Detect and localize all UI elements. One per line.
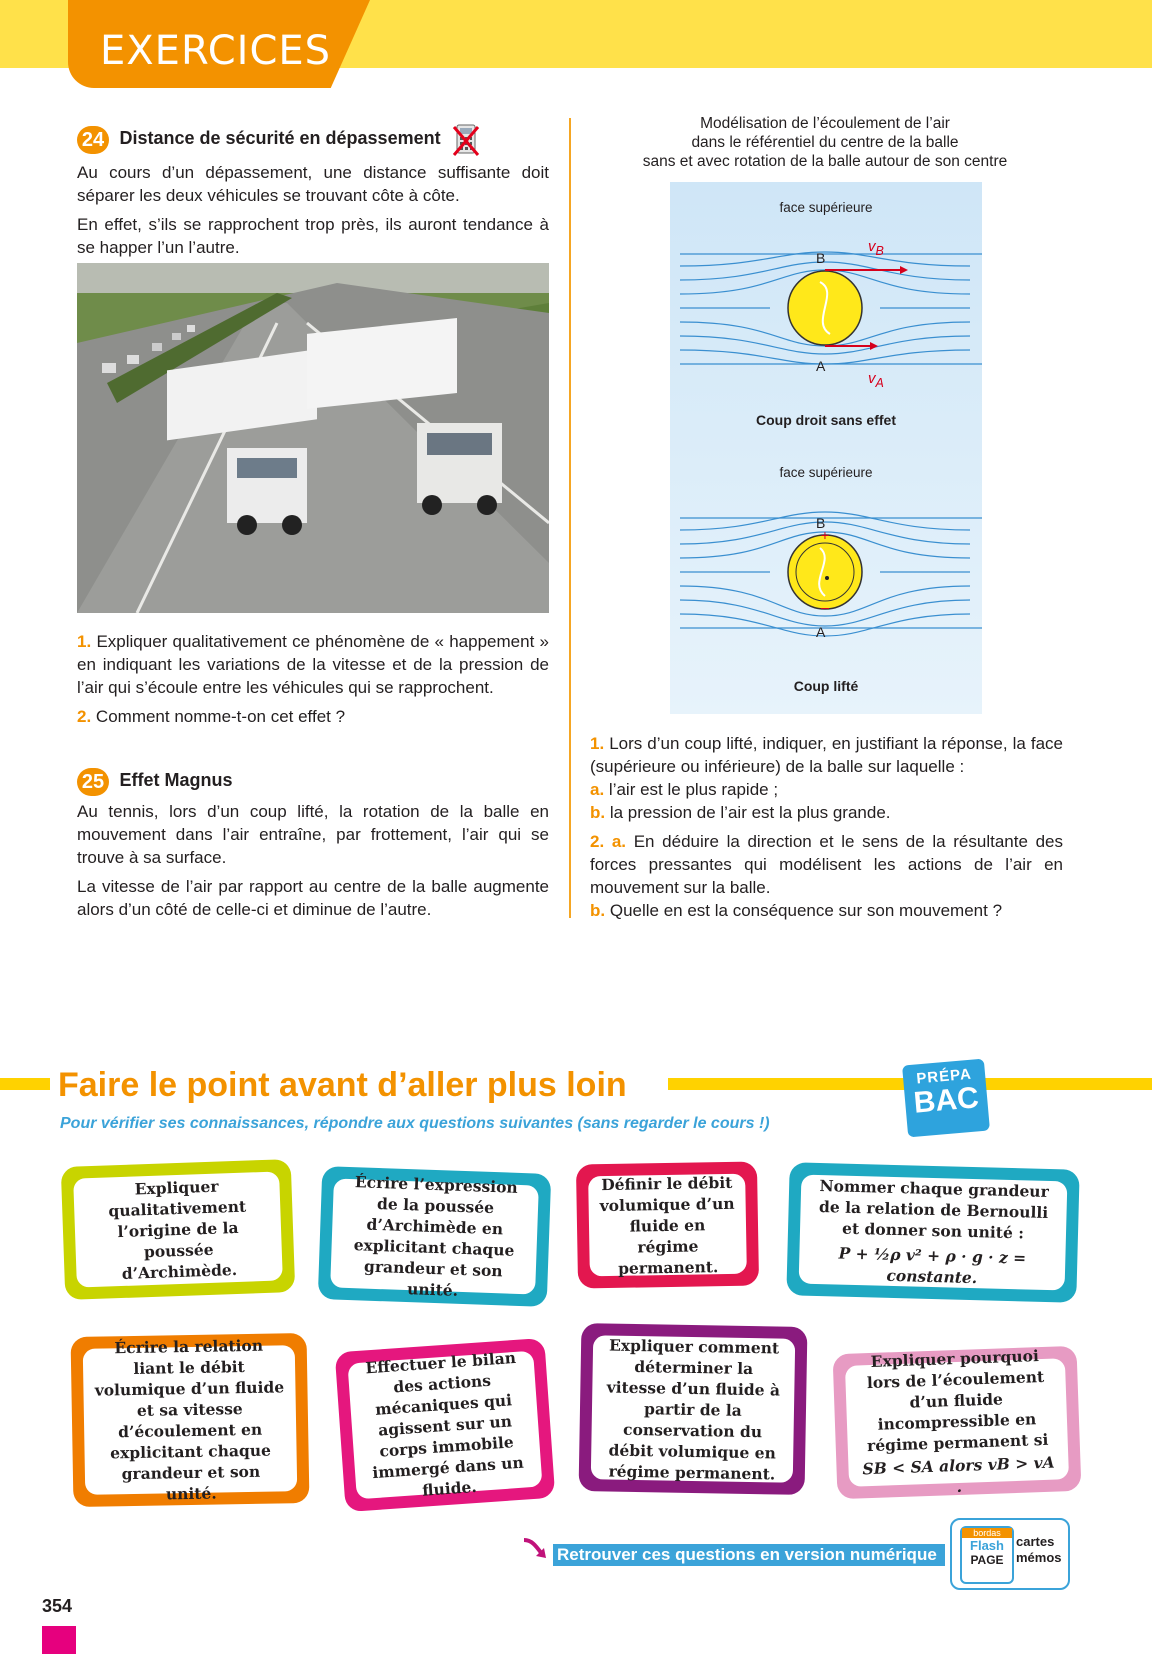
question-number: 2. xyxy=(77,707,92,726)
flashpage-icon xyxy=(960,1526,1014,1584)
question-card xyxy=(318,1166,552,1307)
question-number: 2. a. xyxy=(590,832,627,851)
flash-label: bordas xyxy=(962,1528,1012,1538)
point-label: B xyxy=(816,250,826,266)
exercise-24-questions xyxy=(77,630,549,728)
question-number: 1. xyxy=(77,632,92,651)
card-content xyxy=(845,1346,1069,1497)
figure-caption: Coup droit sans effet xyxy=(755,412,896,428)
question-number: 1. xyxy=(590,734,605,753)
question-text: l’air est le plus rapide ; xyxy=(608,780,779,799)
card-text: Écrire l’expression de la poussée d’Archimède en explicitant chaque grandeur et son unité. xyxy=(330,1178,539,1294)
trucks-photo xyxy=(77,263,549,613)
section-band xyxy=(0,1078,50,1090)
column-divider xyxy=(569,118,571,918)
question-card xyxy=(71,1333,310,1507)
cards-line: mémos xyxy=(1016,1550,1062,1565)
card-content xyxy=(799,1175,1068,1291)
card-text: Nommer chaque grandeur de la relation de Bernoulli et donner son unité : xyxy=(818,1176,1050,1243)
exercise-paragraph: La vitesse de l’air par rapport au centre de la balle augmente alors d’un côté de celle-ci et diminue de l’autre. xyxy=(77,877,549,919)
svg-text:+: + xyxy=(820,527,830,543)
airflow-figure xyxy=(670,182,982,714)
no-calculator-icon xyxy=(451,123,481,157)
card-text: Effectuer le bilan des actions mécaniques qui agissent sur un corps immobile immergé dans un fluide. xyxy=(347,1351,542,1500)
figure-title-line: Modélisation de l’écoulement de l’air xyxy=(700,115,950,132)
exercise-paragraph: En effet, s’ils se rapprochent trop près, ils auront tendance à se happer l’un l’autre. xyxy=(77,215,549,257)
velocity-label xyxy=(868,238,884,258)
card-text: Expliquer pourquoi lors de l’écoulement d’un fluide incompressible en régime permanent si xyxy=(866,1346,1049,1456)
page-title: EXERCICES xyxy=(100,28,332,74)
cards-memo-label xyxy=(1016,1534,1062,1566)
question-text: Comment nomme-t-on cet effet ? xyxy=(95,707,346,726)
figure-label: face supérieure xyxy=(779,465,873,480)
exercise-title: Effet Magnus xyxy=(119,770,233,791)
section-subtitle: Pour vérifier ses connaissances, répondre aux questions suivantes (sans regarder le cours !) xyxy=(60,1115,770,1132)
vector-subscript: A xyxy=(875,376,884,390)
point-label: A xyxy=(816,358,826,374)
section-title: Faire le point avant d’aller plus loin xyxy=(58,1066,627,1104)
badge-line: BAC xyxy=(912,1081,981,1120)
question-card xyxy=(335,1338,556,1512)
cards-line: cartes xyxy=(1016,1534,1055,1549)
exercise-number: 24 xyxy=(77,126,109,154)
question-card xyxy=(61,1159,296,1300)
question-card xyxy=(833,1346,1082,1499)
card-text: Définir le débit volumique d’un fluide en régime permanent. xyxy=(588,1174,747,1277)
card-text: Écrire la relation liant le débit volumique d’un fluide et sa vitesse d’écoulement en explicitant chaque grandeur et son unité. xyxy=(83,1345,298,1495)
question-card xyxy=(576,1161,759,1288)
flash-label: PAGE xyxy=(970,1553,1004,1567)
question-card xyxy=(579,1323,808,1495)
exercise-number: 25 xyxy=(77,768,109,796)
figure-title-line: sans et avec rotation de la balle autour de son centre xyxy=(642,153,1008,170)
question-card xyxy=(786,1162,1079,1303)
figure-caption: Coup lifté xyxy=(793,678,859,694)
vector-symbol: v xyxy=(868,370,876,387)
figure-title xyxy=(610,114,1040,171)
vector-symbol: v xyxy=(868,238,876,255)
card-formula: P + ½ρ v² + ρ · g · z = constante. xyxy=(838,1243,1027,1288)
figure-label: face supérieure xyxy=(779,200,873,215)
card-text: Expliquer qualitativement l’origine de la poussée d’Archimède. xyxy=(73,1171,283,1287)
exercise-25 xyxy=(77,768,549,921)
question-text: Lors d’un coup lifté, indiquer, en justifiant la réponse, la face (supérieure ou inférieure) de la balle sur laquelle : xyxy=(590,734,1063,776)
exercise-paragraph: Au tennis, lors d’un coup lifté, la rotation de la balle en mouvement dans l’air entraîne, par frottement, l’air qui se trouve à sa surface. xyxy=(77,802,549,867)
point-label: B xyxy=(816,515,826,531)
question-number: a. xyxy=(590,780,605,799)
exercise-paragraph: Au cours d’un dépassement, une distance suffisante doit séparer les deux véhicules se trouvant côte à côte. xyxy=(77,163,549,205)
card-text: Expliquer comment déterminer la vitesse d’un fluide à partir de la conservation du débit volumique en régime permanent. xyxy=(591,1335,795,1483)
velocity-label xyxy=(868,370,884,390)
exercise-title: Distance de sécurité en dépassement xyxy=(119,128,441,149)
question-number: b. xyxy=(590,901,606,920)
question-number: b. xyxy=(590,803,606,822)
question-text: En déduire la direction et le sens de la résultante des forces pressantes qui modélisent les actions de l’air en mouvement sur la balle. xyxy=(590,832,1063,897)
svg-text:–: – xyxy=(821,599,829,615)
page-marker xyxy=(42,1626,76,1654)
question-text: Expliquer qualitativement ce phénomène de « happement » en indiquant les variations de la vitesse et de la pression de l’air qui s’écoule entre les véhicules qui se rapprochent. xyxy=(77,632,549,697)
card-formula: SB < SA alors vB > vA . xyxy=(862,1452,1055,1497)
exercise-24 xyxy=(77,123,549,259)
exercise-25-questions xyxy=(590,732,1063,922)
question-text: la pression de l’air est la plus grande. xyxy=(609,803,891,822)
badge-line: PRÉPA xyxy=(915,1065,973,1088)
vector-subscript: B xyxy=(875,244,884,258)
digital-version-link[interactable]: Retrouver ces questions en version numérique xyxy=(553,1544,945,1566)
prepa-bac-badge xyxy=(902,1059,990,1138)
flash-label: Flash xyxy=(970,1538,1004,1553)
figure-title-line: dans le référentiel du centre de la balle xyxy=(691,134,959,151)
page-number: 354 xyxy=(42,1596,73,1616)
arrow-icon xyxy=(522,1536,552,1562)
flashpage-logo[interactable] xyxy=(950,1518,1070,1590)
point-label: A xyxy=(816,624,826,640)
question-text: Quelle en est la conséquence sur son mouvement ? xyxy=(609,901,1003,920)
